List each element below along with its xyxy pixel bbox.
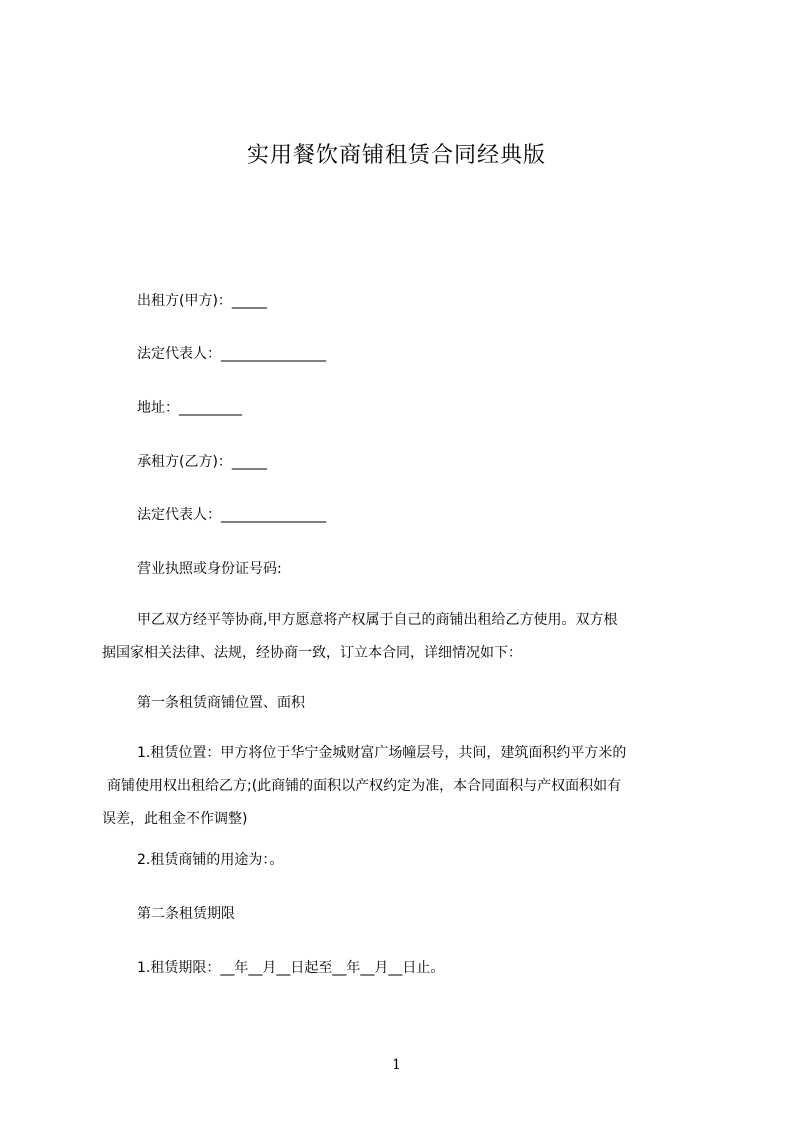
address-field: 地址：_________ xyxy=(137,400,242,416)
lessee-representative-field: 法定代表人：_______________ xyxy=(137,507,326,523)
article-1-item-1-line-3: 误差，此租金不作调整) xyxy=(102,811,248,827)
article-1-item-2: 2.租赁商铺的用途为：。 xyxy=(137,852,284,868)
document-title: 实用餐饮商铺租赁合同经典版 xyxy=(246,143,546,168)
article-1-item-1 xyxy=(102,737,702,836)
lessor-field: 出租方(甲方)：_____ xyxy=(137,293,267,309)
lessee-field: 承租方(乙方)：_____ xyxy=(137,454,267,470)
article-2-item-1: 1.租赁期限：__年__月__日起至__年__月__日止。 xyxy=(137,960,445,976)
id-number-field: 营业执照或身份证号码: xyxy=(137,561,282,577)
intro-paragraph xyxy=(102,604,702,670)
intro-line-2: 据国家相关法律、法规，经协商一致，订立本合同，详细情况如下： xyxy=(102,645,522,661)
article-2-heading: 第二条租赁期限 xyxy=(137,906,235,922)
intro-line-1: 甲乙双方经平等协商,甲方愿意将产权属于自己的商铺出租给乙方使用。双方根 xyxy=(137,612,618,628)
lessor-representative-field: 法定代表人：_______________ xyxy=(137,346,326,362)
article-1-item-1-line-1: 1.租赁位置：甲方将位于华宁金城财富广场幢层号，共间，建筑面积约平方米的 xyxy=(137,745,627,761)
article-1-item-1-line-2: 商铺使用权出租给乙方;(此商铺的面积以产权约定为准，本合同面积与产权面积如有 xyxy=(107,778,622,794)
page-number: 1 xyxy=(392,1057,401,1073)
article-1-heading: 第一条租赁商铺位置、面积 xyxy=(137,695,305,711)
